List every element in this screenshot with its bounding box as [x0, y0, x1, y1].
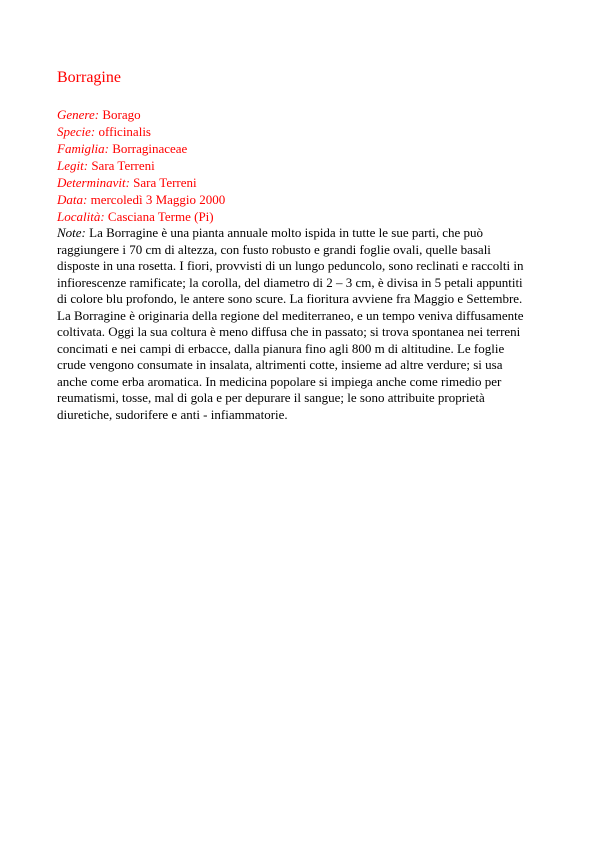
field-data: [57, 191, 537, 208]
note-paragraph: [57, 225, 533, 423]
field-value: Sara Terreni: [91, 158, 155, 173]
field-famiglia: [57, 140, 537, 157]
field-label: Località:: [57, 209, 105, 224]
field-determinavit: [57, 174, 537, 191]
field-value: Casciana Terme (Pi): [107, 209, 214, 224]
field-label: Determinavit:: [57, 175, 130, 190]
field-legit: [57, 157, 537, 174]
field-value: Borraginaceae: [112, 141, 188, 156]
field-value: Sara Terreni: [133, 175, 197, 190]
field-genere: [57, 106, 537, 123]
field-label: Legit:: [57, 158, 89, 173]
field-label: Specie:: [57, 124, 96, 139]
field-value: officinalis: [98, 124, 151, 139]
field-label: Genere:: [57, 107, 100, 122]
field-label: Famiglia:: [57, 141, 109, 156]
field-specie: [57, 123, 537, 140]
field-localita: [57, 208, 537, 225]
document-title: Borragine: [57, 69, 121, 86]
field-label: Data:: [57, 192, 88, 207]
note-label: Note:: [57, 225, 86, 240]
field-value: Borago: [102, 107, 141, 122]
note-text: La Borragine è una pianta annuale molto ispida in tutte le sue parti, che può raggiungere i 70 cm di altezza, con fusto robusto e grandi foglie ovali, quelle basali disposte in una rosetta. I fiori, provvisti di un lungo peduncolo, sono reclinati e raccolti in infiorescenze ramificate; la corolla, del diametro di 2 – 3 cm, è divisa in 5 petali appuntiti di colore blu profondo, le antere sono scure. La fioritura avviene fra Maggio e Settembre. La Borragine è originaria della regione del mediterraneo, e un tempo veniva diffusamente coltivata. Oggi la sua coltura è meno diffusa che in passato; si trova spontanea nei terreni concimati e nei campi di erbacce, dalla pianura fino agli 800 m di altitudine. Le foglie crude vengono consumate in insalata, altrimenti cotte, insieme ad altre verdure; si usa anche come erba aromatica. In medicina popolare si impiega anche come rimedio per reumatismi, tosse, mal di gola e per depurare il sangue; le sono attribuite proprietà diuretiche, sudorifere e anti - infiammatorie.: [57, 225, 524, 422]
field-value: mercoledì 3 Maggio 2000: [90, 192, 226, 207]
specimen-fields: [57, 106, 537, 423]
